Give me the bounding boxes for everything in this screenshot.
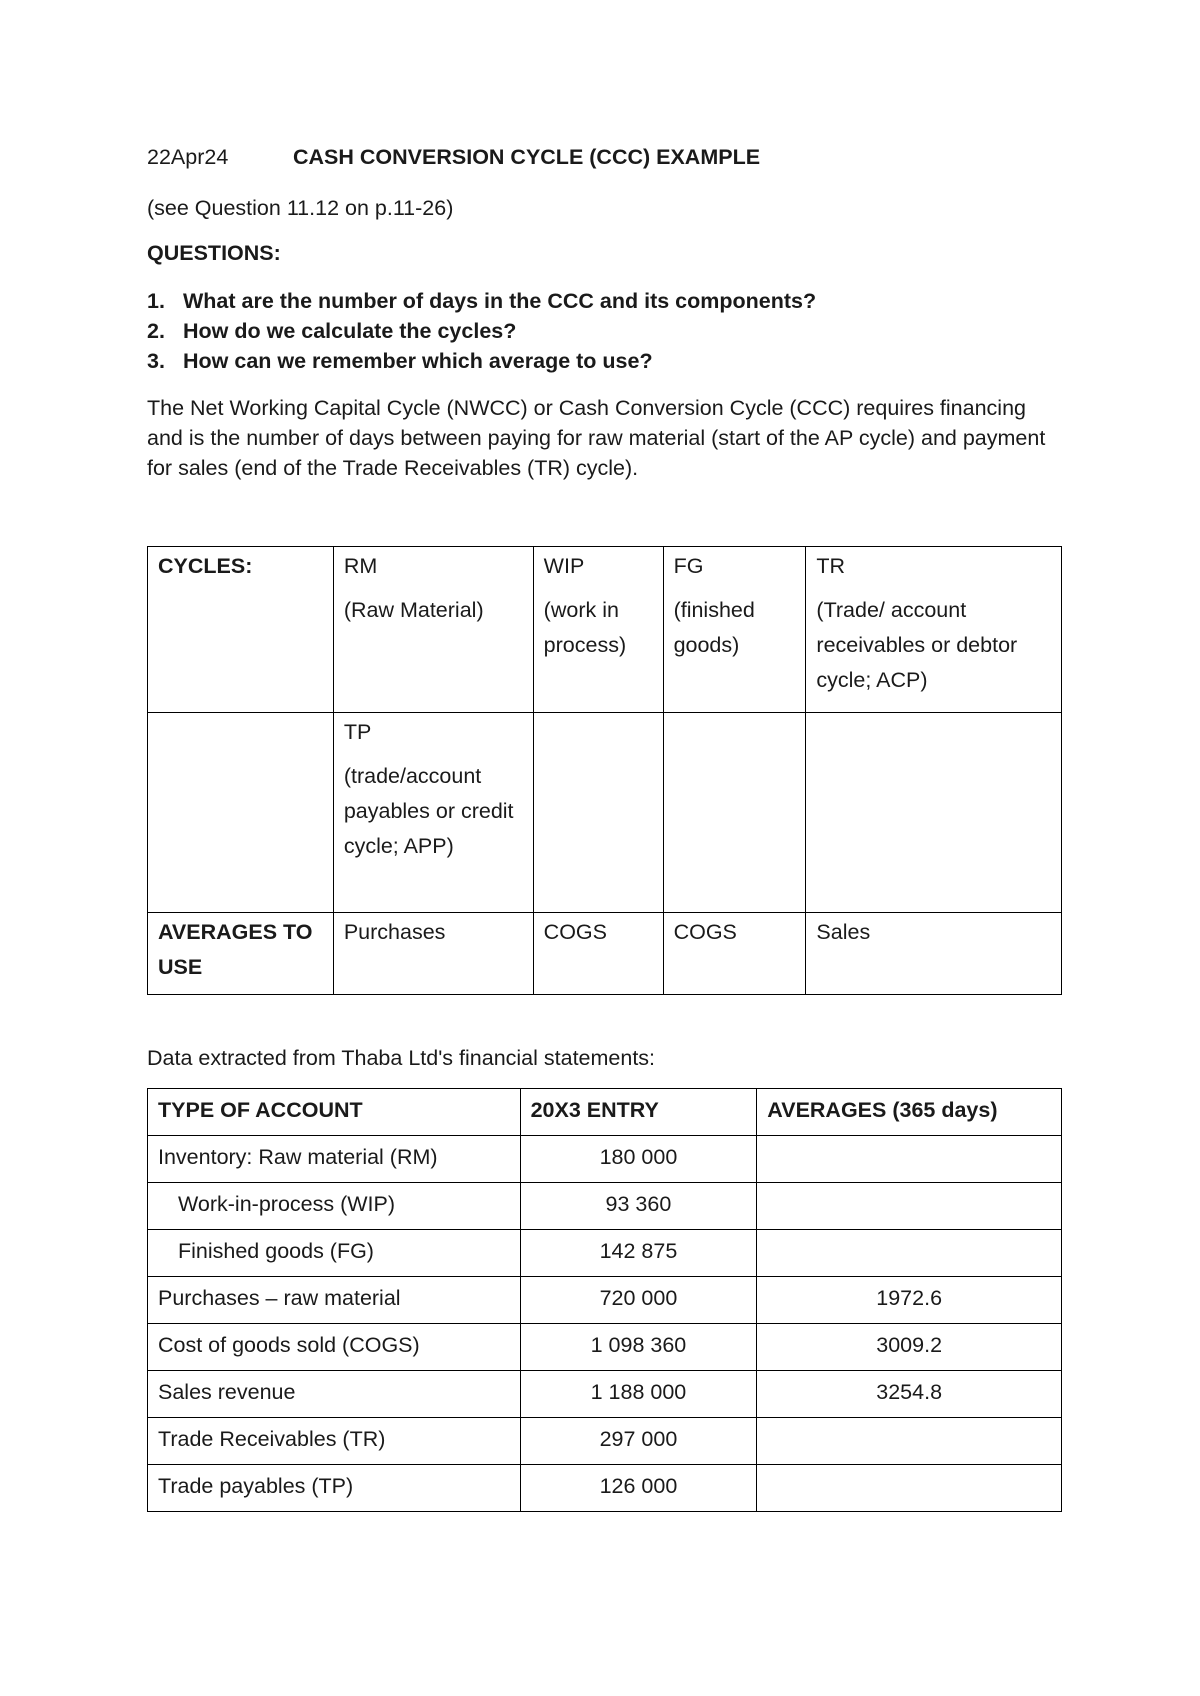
average-cell: 1972.6 <box>757 1277 1062 1324</box>
cycle-cell-tr: TR (Trade/ account receivables or debtor cycle; ACP) <box>806 547 1062 713</box>
average-cell: 3009.2 <box>757 1324 1062 1371</box>
empty-cell <box>663 713 806 913</box>
entry-cell: 1 098 360 <box>520 1324 757 1371</box>
question-item: 1. What are the number of days in the CCC and its components? <box>147 289 817 313</box>
cycles-row <box>148 547 1062 713</box>
average-cell-tr: Sales <box>806 913 1062 995</box>
cycles-table <box>147 546 1062 995</box>
document-date: 22Apr24 <box>147 145 229 169</box>
account-cell: Cost of goods sold (COGS) <box>148 1324 521 1371</box>
financial-data-table <box>147 1088 1062 1512</box>
average-cell <box>757 1465 1062 1512</box>
account-cell: Purchases – raw material <box>148 1277 521 1324</box>
entry-cell: 93 360 <box>520 1183 757 1230</box>
cycle-cell-tp: TP (trade/account payables or credit cycle; APP) <box>333 713 533 913</box>
account-cell: Inventory: Raw material (RM) <box>148 1136 521 1183</box>
question-reference: (see Question 11.12 on p.11-26) <box>147 196 454 220</box>
entry-cell: 720 000 <box>520 1277 757 1324</box>
average-cell <box>757 1230 1062 1277</box>
data-caption: Data extracted from Thaba Ltd's financial statements: <box>147 1046 656 1070</box>
empty-cell <box>806 713 1062 913</box>
cycles-label-cell: CYCLES: <box>148 547 334 713</box>
table-row <box>148 1277 1062 1324</box>
table-row <box>148 1324 1062 1371</box>
table-row <box>148 1418 1062 1465</box>
average-cell: 3254.8 <box>757 1371 1062 1418</box>
average-cell-rm: Purchases <box>333 913 533 995</box>
account-cell: Trade Receivables (TR) <box>148 1418 521 1465</box>
average-cell <box>757 1183 1062 1230</box>
entry-cell: 142 875 <box>520 1230 757 1277</box>
entry-cell: 126 000 <box>520 1465 757 1512</box>
account-cell: Trade payables (TP) <box>148 1465 521 1512</box>
table-row <box>148 1371 1062 1418</box>
average-cell <box>757 1418 1062 1465</box>
cycle-cell-wip: WIP (work in process) <box>533 547 663 713</box>
questions-list <box>147 286 816 376</box>
empty-cell <box>533 713 663 913</box>
cycles-row <box>148 913 1062 995</box>
document-header <box>147 145 760 170</box>
table-header-row <box>148 1089 1062 1136</box>
account-cell: Finished goods (FG) <box>148 1230 521 1277</box>
average-cell-wip: COGS <box>533 913 663 995</box>
table-row <box>148 1465 1062 1512</box>
column-header: 20X3 ENTRY <box>520 1089 757 1136</box>
column-header: AVERAGES (365 days) <box>757 1089 1062 1136</box>
entry-cell: 1 188 000 <box>520 1371 757 1418</box>
average-cell <box>757 1136 1062 1183</box>
intro-paragraph: The Net Working Capital Cycle (NWCC) or Cash Conversion Cycle (CCC) requires financing and is the number of days between paying for raw material (start of the AP cycle) and payment for sales (end of the Trade Receivables (TR) cycle). <box>147 396 1046 480</box>
question-item: 3. How can we remember which average to use? <box>147 349 653 373</box>
column-header: TYPE OF ACCOUNT <box>148 1089 521 1136</box>
average-cell-fg: COGS <box>663 913 806 995</box>
account-cell: Sales revenue <box>148 1371 521 1418</box>
question-item: 2. How do we calculate the cycles? <box>147 319 517 343</box>
questions-heading: QUESTIONS: <box>147 241 281 265</box>
cycle-cell-fg: FG (finished goods) <box>663 547 806 713</box>
document-title: CASH CONVERSION CYCLE (CCC) EXAMPLE <box>293 145 761 169</box>
averages-label-cell: AVERAGES TO USE <box>148 913 334 995</box>
account-cell: Work-in-process (WIP) <box>148 1183 521 1230</box>
cycles-row <box>148 713 1062 913</box>
table-row <box>148 1136 1062 1183</box>
empty-cell <box>148 713 334 913</box>
table-row <box>148 1183 1062 1230</box>
table-row <box>148 1230 1062 1277</box>
cycle-cell-rm: RM (Raw Material) <box>333 547 533 713</box>
entry-cell: 297 000 <box>520 1418 757 1465</box>
entry-cell: 180 000 <box>520 1136 757 1183</box>
